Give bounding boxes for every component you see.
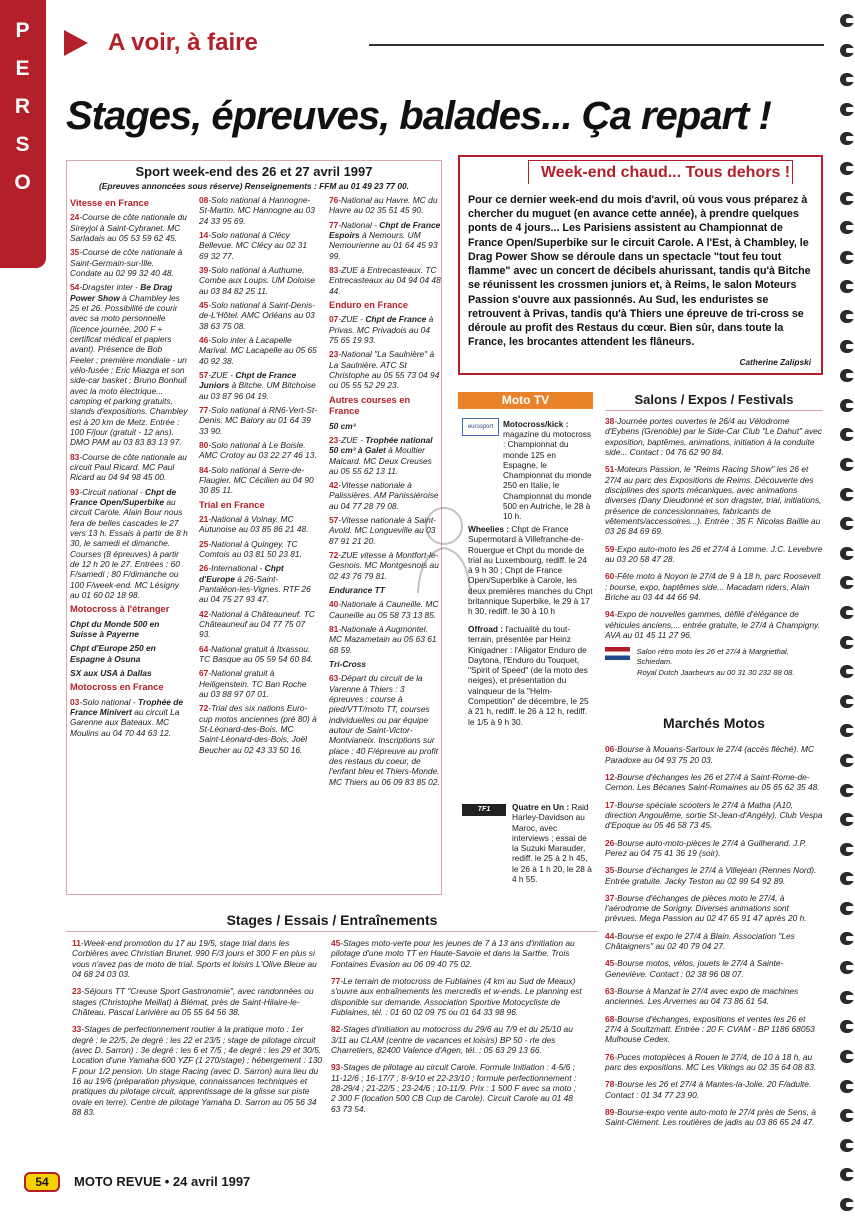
- ring-hole: [840, 1020, 854, 1033]
- listing-entry: 51-Moteurs Passion, le "Reims Racing Show" les 26 et 27/4 au parc des Expositions de Reims. Découverte des disciplines des sports mécaniques, avec animations diverses (Dany Dieudonné et son dragster, trial, initiations, présence de concessionnaires, fabricants de vêtements/accessoires...). Entrée : 35 F. Nicolas Baillie au 03 26 84 69 69.: [605, 464, 822, 537]
- page-number: 54: [24, 1172, 60, 1192]
- listing-entry: 77-National - Chpt de France Espoirs à Nemours. UM Nemourienne au 01 64 45 93 99.: [329, 219, 441, 261]
- sport-column-2: [199, 195, 317, 759]
- moto-tv-p1: magazine du motocross : Championnat du monde 125 en Espagne, le Championnat du monde 250 en Italie, le Championnat du monde 500 en Autriche, le 28 à 10 h.: [503, 429, 592, 522]
- category-heading: Motocross à l'étranger: [70, 604, 170, 615]
- ring-hole: [840, 754, 854, 767]
- listing-entry: Chpt d'Europe 250 en Espagne à Osuna: [70, 643, 156, 664]
- listing-entry: 63-Départ du circuit de la Varenne à Thiers : 3 épreuves : course à pied/VTT/moto TT, courses individuelles ou par équipe autour de Saint-Victor-Montvianeix. Inscriptions sur place : 40 F/épreuve au profit des restaus du coeur, de l'enfant bleu et Thiers-Monde. MC Thiers au 06 09 83 85 02.: [329, 673, 440, 787]
- listing-entry: Endurance TT: [329, 585, 385, 596]
- listing-entry: 35-Bourse d'échanges le 27/4 à Villejean (Rennes Nord). Entrée gratuite. Jacky Teston au 02 99 54 92 89.: [605, 865, 817, 886]
- ring-hole: [840, 872, 854, 885]
- listing-entry: 63-Bourse à Manzat le 27/4 avec expo de machines anciennes. Les Arvernes au 04 73 86 61 54.: [605, 986, 799, 1007]
- listing-entry: 40-Nationale à Cauneille. MC Cauneille au 05 58 73 13 85.: [329, 599, 439, 620]
- ring-hole: [840, 695, 854, 708]
- listing-entry: 23-Séjours TT "Creuse Sport Gastronomie", avec randonnées ou stages (Christophe Meillat) à Blémat, près de Saint-Hilaire-le-Château. Pascal Larivière au 05 55 64 56 38.: [72, 986, 314, 1017]
- listing-entry: Chpt du Monde 500 en Suisse à Payerne: [70, 618, 160, 639]
- category-heading: Vitesse en France: [70, 198, 149, 208]
- flag-row-1: Salon rétro moto les 26 et 27/4 à Margriethal, Schiedam.: [605, 647, 823, 666]
- listing-entry: 45-Stages moto-verte pour les jeunes de 7 à 13 ans d'initiation au pilotage d'une moto TT en Haute-Savoie et dans la Sarthe. Trois Fontaines Evasion au 06 09 40 75 02.: [331, 938, 575, 969]
- footer: [24, 1172, 284, 1194]
- ring-hole: [840, 488, 854, 501]
- listing-entry: 83-Course de côte nationale au circuit Paul Ricard. MC Paul Ricard au 04 94 98 45 00.: [70, 451, 187, 483]
- listing-entry: 45-Solo national à Saint-Denis-de-L'Hôtel. AMC Orléans au 03 38 63 75 08.: [199, 299, 315, 331]
- flag-row-2: Royal Dutch Jaarbeurs au 00 31 30 232 88 08.: [637, 667, 795, 677]
- listing-entry: 14-Solo national à Clécy Bellevue. MC Clécy au 02 31 69 32 77.: [199, 229, 307, 261]
- ring-hole: [840, 636, 854, 649]
- listing-entry: 67-National gratuit à Heiligenstein. TC Ban Roche au 03 88 97 07 01.: [199, 668, 307, 699]
- listing-entry: 83-ZUE à Entrecasteaux. TC Entrecasteaux au 04 94 04 48 44.: [329, 264, 441, 296]
- listing-entry: 35-Course de côte nationale à Saint-Germain-sur-Ille. Condate au 02 99 32 40 48.: [70, 247, 183, 279]
- listing-entry: 81-Nationale à Augmontel. MC Mazametain au 05 63 61 68 59.: [329, 624, 437, 655]
- ring-hole: [840, 1080, 854, 1093]
- listing-entry: 80-Solo national à Le Boisle. AMC Crotoy au 03 22 27 46 13.: [199, 439, 317, 461]
- sport-title: Sport week-end des 26 et 27 avril 1997: [135, 164, 373, 179]
- ring-hole: [840, 961, 854, 974]
- salons-title: Salons / Expos / Festivals: [605, 392, 823, 411]
- listing-entry: 21-National à Volnay. MC Autunoise au 03 85 86 21 48.: [199, 513, 309, 535]
- listing-entry: 17-Bourse spéciale scooters le 27/4 à Matha (A10, direction Angoulême, sortie St-Jean-d'Angély). Club Vespa d'Epoque au 05 46 58 73 45.: [605, 799, 823, 831]
- section-title: A voir, à faire: [108, 29, 258, 56]
- listing-entry: 64-National gratuit à Itxassou. TC Basque au 05 59 54 60 84.: [199, 643, 314, 664]
- listing-entry: 82-Stages d'initiation au motocross du 29/6 au 7/9 et du 25/10 au 3/11 au CLAM (centre de vacances et loisirs) BP 50 - rte des Charretiers, 82400 Valence d'Agen, tél. : 05 63 29 13 66.: [331, 1024, 573, 1055]
- marches-title: Marchés Motos: [663, 715, 765, 731]
- moto-tv-p2: Wheelies : Chpt de France Supermotard à Villefranche-de-Rouergue et Chpt du monde de trial au Luxembourg, rediff. le 24 à 9 h 30 ; Chpt de France Open/Superbike à Carole, les deux premières manches du Chpt britannique Superbike, le 29 à 17 h 30, rediff. le 30 à 10 h: [468, 524, 593, 617]
- listing-entry: 78-Bourse les 26 et 27/4 à Mantes-la-Jolie. 20 F/adulte. Contact : 01 34 77 23 90.: [605, 1079, 812, 1100]
- category-heading: Enduro en France: [329, 299, 409, 310]
- ring-hole: [840, 399, 854, 412]
- listing-entry: 37-Bourse d'échanges de pièces moto le 27/4, à l'aérodrome de Sorigny. Diverses animations sont prévues. Mega Passion au 02 47 65 91 47 après 20 h.: [605, 892, 807, 924]
- section-header: [64, 28, 824, 58]
- ring-hole: [840, 14, 854, 27]
- tf1-logo: TF1: [462, 804, 506, 816]
- ring-hole: [840, 44, 854, 57]
- moto-tv-p3: Offroad : l'actualité du tout-terrain, présentée par Heinz Kinigadner : l'Aligator Enduro de Daytona, l'Enduro du Touquet, "Spirit of Speed" (de la moto des neiges), et présentation du vainqueur de la "Helm-Competition" de décembre, le 25 à 21 h, rediff. le 26 à 12 h, rediff. le 1/5 à 9 h 30.: [468, 624, 589, 727]
- listing-entry: 25-National à Quingey. TC Comtois au 03 81 50 23 81.: [199, 538, 302, 559]
- listing-entry: 76-Puces motopièces à Rouen le 27/4, de 10 à 18 h, au parc des expositions. MC Les Vikings au 02 35 64 08 83.: [605, 1051, 817, 1073]
- marches-list: [605, 744, 823, 1128]
- ring-hole: [840, 340, 854, 353]
- ring-hole: [840, 458, 854, 471]
- sport-weekend-box: [66, 160, 442, 895]
- ring-hole: [840, 162, 854, 175]
- listing-entry: 42-National à Châteauneuf. TC Châteauneuf au 04 77 75 07 93.: [199, 608, 315, 640]
- moto-tv-box: [458, 392, 593, 892]
- listing-entry: 54-Dragster inter - Be Drag Power Show à Chambley les 25 et 26. Possibilité de courir avec sa moto personnelle (licence journée, 200 F + certificat médical et papiers avant). Présence de Bob Feeler ; première mondiale - un vélo-fusée ; Eric Miazga et son side-car basket ; Bruno Bonhuil avec la moto électrique... camping et parking gratuits, stands d'expositions. Chambley est à 20 km de Metz. Entrée : 100 F/jour (gratuit - 12 ans). DMO PAM au 03 83 83 13 97.: [70, 282, 188, 448]
- salons-list: [605, 416, 823, 640]
- listing-entry: 42-Vitesse nationale à Palissières. AM Panissiéroise au 04 77 28 79 08.: [329, 480, 439, 511]
- listing-entry: 26-International - Chpt d'Europe à 26-Saint-Pantaléon-les-Vignes. RTF 26 au 04 75 27 93 47.: [199, 563, 311, 605]
- ring-hole: [840, 1168, 854, 1181]
- ring-hole: [840, 517, 854, 530]
- ring-hole: [840, 902, 854, 915]
- ring-hole: [840, 192, 854, 205]
- moto-tv-p4: Quatre en Un : Raid Harley-Davidson au Maroc, avec interviews ; essai de la Suzuki Marauder, rediff. le 25 à 2 h 45, le 26 à 1 h 20, le 28 à 4 h 55.: [512, 802, 592, 884]
- ring-hole: [840, 310, 854, 323]
- stages-left: [72, 938, 324, 1124]
- stages-box: [66, 912, 598, 1172]
- arrow-icon: [64, 30, 88, 56]
- listing-entry: 68-Bourse d'échanges, expositions et ventes les 26 et 27/4 à Soultzmatt. Entrée : 20 F. CVAM - BP 1186 68053 Mulhouse Cedex.: [605, 1013, 815, 1045]
- sport-column-3: [329, 195, 441, 791]
- ring-hole: [840, 932, 854, 945]
- listing-entry: 84-Solo national à Serre-de-Flaugier. MC Cécilien au 04 90 30 85 11.: [199, 464, 314, 496]
- stages-right: [331, 938, 583, 1121]
- listing-entry: 46-Solo inter à Lacapelle Marival. MC Lacapelle au 05 65 40 92 38.: [199, 334, 317, 366]
- ring-hole: [840, 665, 854, 678]
- ring-hole: [840, 1050, 854, 1063]
- listing-entry: 50 cm³: [329, 420, 356, 431]
- moto-tv-title: Moto TV: [458, 392, 593, 409]
- listing-entry: 45-Bourse motos, vélos, jouets le 27/4 à Sainte-Geneviève. Contact : 02 38 96 08 07.: [605, 958, 784, 979]
- ring-hole: [840, 991, 854, 1004]
- category-heading: Trial en France: [199, 499, 265, 510]
- category-heading: Motocross en France: [70, 682, 164, 693]
- listing-entry: 77-Le terrain de motocross de Fublaines (4 km au Sud de Meaux) s'ouvre aux entraînements les mercredis et w-ends. Le planning est disponible sur demande. Association Sportive Motocycliste de Fublaines, tél. : 01 60 02 09 75 ou 01 64 33 98 96.: [331, 975, 582, 1017]
- listing-entry: 08-Solo national à Hannogne-St-Martin. MC Hannogne au 03 24 33 95 69.: [199, 195, 315, 226]
- page-title: Stages, épreuves, balades... Ça repart !: [66, 94, 771, 138]
- listing-entry: 59-Expo auto-moto les 26 et 27/4 à Lomme. J.C. Levebvre au 03 20 58 47 28.: [605, 543, 823, 564]
- ring-hole: [840, 1109, 854, 1122]
- listing-entry: 26-Bourse auto-moto-pièces le 27/4 à Guilherand. J.P. Perez au 04 75 41 36 19 (soir).: [605, 837, 807, 858]
- ring-hole: [840, 251, 854, 264]
- divider: [369, 44, 824, 46]
- listing-entry: 89-Bourse-expo vente auto-moto le 27/4 près de Sens, à Saint-Clément. Les routières de jadis au 03 86 65 24 47.: [605, 1107, 816, 1128]
- listing-entry: 38-Journée portes ouvertes le 26/4 au Vélodrome d'Eybens (Grenoble) par le Side-Car Club "Le Dahut" avec exposition, baptêmes, animations, initiation à la conduite side... Contact : 04 76 62 90 84.: [605, 415, 823, 457]
- category-heading: Autres courses en France: [329, 394, 411, 417]
- moto-tv-p1-label: Motocross/kick :: [503, 419, 569, 429]
- divider: [66, 931, 598, 932]
- ring-hole: [840, 369, 854, 382]
- ring-hole: [840, 843, 854, 856]
- listing-entry: 33-Stages de perfectionnement routier à la pratique moto : 1er degré : le 22/5, 2e degré : les 22 et 23/5 ; stage de pilotage circuit (avec D. Sarron) : 3e degré : les 6 et 7/5 ; 4e degré : les 29 et 30/5. Location d'une Yamaha 600 YZF (1 270/stage) ; hébergement : 130 F pour 1/2 pension. Un stage Racing (avec D. Sarron) aura lieu du 16 au 19/6 (préparation physique, connaissances techniques et pratiques du pilotage circuit, apprentissage de la glisse sur piste ovale en terre). Centre de pilotage Yamaha D. Sarron au 05 56 34 88 83.: [72, 1024, 323, 1117]
- ring-hole: [840, 73, 854, 86]
- listing-entry: 72-Trial des six nations Euro-cup motos anciennes (pré 80) à St-Léonard-des-Bois. MC Saint-Léonard-des-Bois, Joël Beucher au 02 43 33 50 16.: [199, 703, 317, 755]
- listing-entry: 94-Expo de nouvelles gammes, défilé d'élégance de véhicules anciens,... entrée gratuite, le 27/4 à Champigny. AVA au 01 45 11 27 96.: [605, 609, 820, 640]
- listing-entry: 57-ZUE - Chpt de France Juniors à Bitche. UM Bitchoise au 03 87 96 04 19.: [199, 369, 316, 401]
- listing-entry: 77-Solo national à RN6-Vert-St-Denis. MC Balory au 01 64 39 33 90.: [199, 404, 317, 436]
- listing-entry: 07-ZUE - Chpt de France à Privas. MC Privadois au 04 75 65 19 93.: [329, 314, 434, 346]
- ring-hole: [840, 280, 854, 293]
- listing-entry: 23-National "La Saulnière" à La Saulnière. ATC St Christophe au 05 55 73 04 94 ou 05 55 52 29 23.: [329, 349, 440, 391]
- listing-entry: 11-Week-end promotion du 17 au 19/5, stage trial dans les Corbières avec Christian Brunet. 990 F/3 jours et 300 F en plus si vous n'avez pas de moto de trial. Sports et loisirs L'Olive Bleue au 04 68 24 03 03.: [72, 938, 317, 979]
- listing-entry: 72-ZUE vitesse à Montfort-le-Gesnois. MC Montgesnois au 02 43 76 79 81.: [329, 550, 439, 581]
- eurosport-logo: eurosport: [462, 418, 499, 436]
- stages-title: Stages / Essais / Entraînements: [226, 912, 438, 928]
- ring-hole: [840, 221, 854, 234]
- listing-entry: 57-Vitesse nationale à Saint-Avold. MC Longueville au 03 87 91 21 20.: [329, 515, 436, 546]
- listing-entry: 03-Solo national - Trophée de France Minivert au circuit La Garenne aux Bateaux. MC Moulins au 04 70 44 63 12.: [70, 696, 183, 738]
- listing-entry: 60-Fête moto à Noyon le 27/4 de 9 à 18 h, parc Roosevelt : bourse, expo, baptêmes side... Macadam riders, Alain Briche au 03 44 44 66 94.: [605, 571, 821, 602]
- perso-side-tab: [0, 0, 46, 268]
- ring-hole: [840, 547, 854, 560]
- ring-hole: [840, 1198, 854, 1211]
- ring-hole: [840, 784, 854, 797]
- listing-entry: 24-Course de côte nationale du Sireyjol à Saint-Cybranet. MC Sarladais au 05 53 59 62 45.: [70, 212, 187, 244]
- weekend-title: Week-end chaud... Tous dehors !: [540, 164, 791, 181]
- listing-entry: Tri-Cross: [329, 659, 367, 670]
- listing-entry: 93-Stages de pilotage au circuit Carole. Formule Initiation : 4-5/6 ; 11-12/6 ; 16-17/7 ; 8-9/10 et 22-23/10 ; formule perfectionnement : 28-29/4 ; 21-22/5 ; 23-24/6 ; 10-11/9. Prix : 1 500 F avec sa moto ; 2 300 F (location 500 CB Cup de Carole). Circuit Carole au 01 48 63 73 54.: [331, 1062, 577, 1114]
- salons-box: [605, 392, 823, 683]
- weekend-box: [458, 155, 823, 375]
- ring-hole: [840, 813, 854, 826]
- binder-rings: [837, 0, 855, 1217]
- side-tab-label: P E R S O: [14, 19, 32, 194]
- ring-hole: [840, 576, 854, 589]
- weekend-author: Catherine Zalipski: [739, 356, 811, 367]
- weekend-body: Pour ce dernier week-end du mois d'avril, où vous vous préparez à chercher du muguet (en avance cette année), à prendre quelques ponts de 4 jours... Les Parisiens assistent au Championnat de France Open/Superbike sur le circuit Carole. A l'Est, à Chambley, le Drag Power Show se déroule dans un spectacle "tout feu tout flamme" avec un concert de décibels ahurissant, tandis qu'à Bitche se réunissent les crossmen juniors et, à Reims, le salon Moteurs Passion s'ouvre aux passionnés. Au Sud, les enduristes se retrouvent à Privas, tandis qu'à Thiers une épreuve de tri-cross se déroule au profit des Restaus du cœur. Bien sûr, dans toute la France, les brocantes attendent les flâneurs.: [468, 194, 811, 349]
- listing-entry: 23-ZUE - Trophée national 50 cm³ à Galet à Moultier Malcard. MC Deux Creuses au 05 55 62 13 11.: [329, 434, 433, 476]
- listing-entry: 93-Circuit national - Chpt de France Open/Superbike au circuit Carole. Alain Bour nous fera de belles cascades le 27 vers 13 h. Essais à partir de 8 h 30, le samedi et dimanche. Courses (8 épreuves) à partir de 12 h 20 le 27. Entrées : 60 F/samedi ; 80 F/dimanche ou 100 F/week-end. MC Lésigny au 01 60 02 18 98.: [70, 486, 188, 600]
- sport-column-1: [70, 195, 188, 742]
- marches-box: [605, 715, 823, 1135]
- netherlands-flag-icon: [605, 647, 630, 660]
- ring-hole: [840, 606, 854, 619]
- listing-entry: 12-Bourse d'échanges les 26 et 27/4 à Saint-Rome-de-Cernon. Les Bécanes Saint-Romaines au 05 65 62 35 48.: [605, 771, 820, 793]
- listing-entry: 06-Bourse à Mouans-Sartoux le 27/4 (accès fléché). MC Paradoxe au 04 93 75 20 03.: [605, 744, 815, 765]
- listing-entry: 44-Bourse et expo le 27/4 à Blain. Association "Les Châtaigners" au 02 40 79 04 27.: [605, 930, 795, 952]
- ring-hole: [840, 724, 854, 737]
- ring-hole: [840, 132, 854, 145]
- ring-hole: [840, 1139, 854, 1152]
- listing-entry: SX aux USA à Dallas: [70, 667, 152, 678]
- listing-entry: 76-National au Havre. MC du Havre au 02 35 51 45 90.: [329, 195, 438, 216]
- ring-hole: [840, 103, 854, 116]
- sport-subtitle: (Epreuves annoncées sous réserve) Renseignements : FFM au 01 49 23 77 00.: [98, 181, 409, 191]
- magazine-name: MOTO REVUE • 24 avril 1997: [74, 1174, 251, 1189]
- listing-entry: 39-Solo national à Authume, Combe aux Loups. UM Doloise au 03 84 82 25 11.: [199, 264, 315, 296]
- ring-hole: [840, 428, 854, 441]
